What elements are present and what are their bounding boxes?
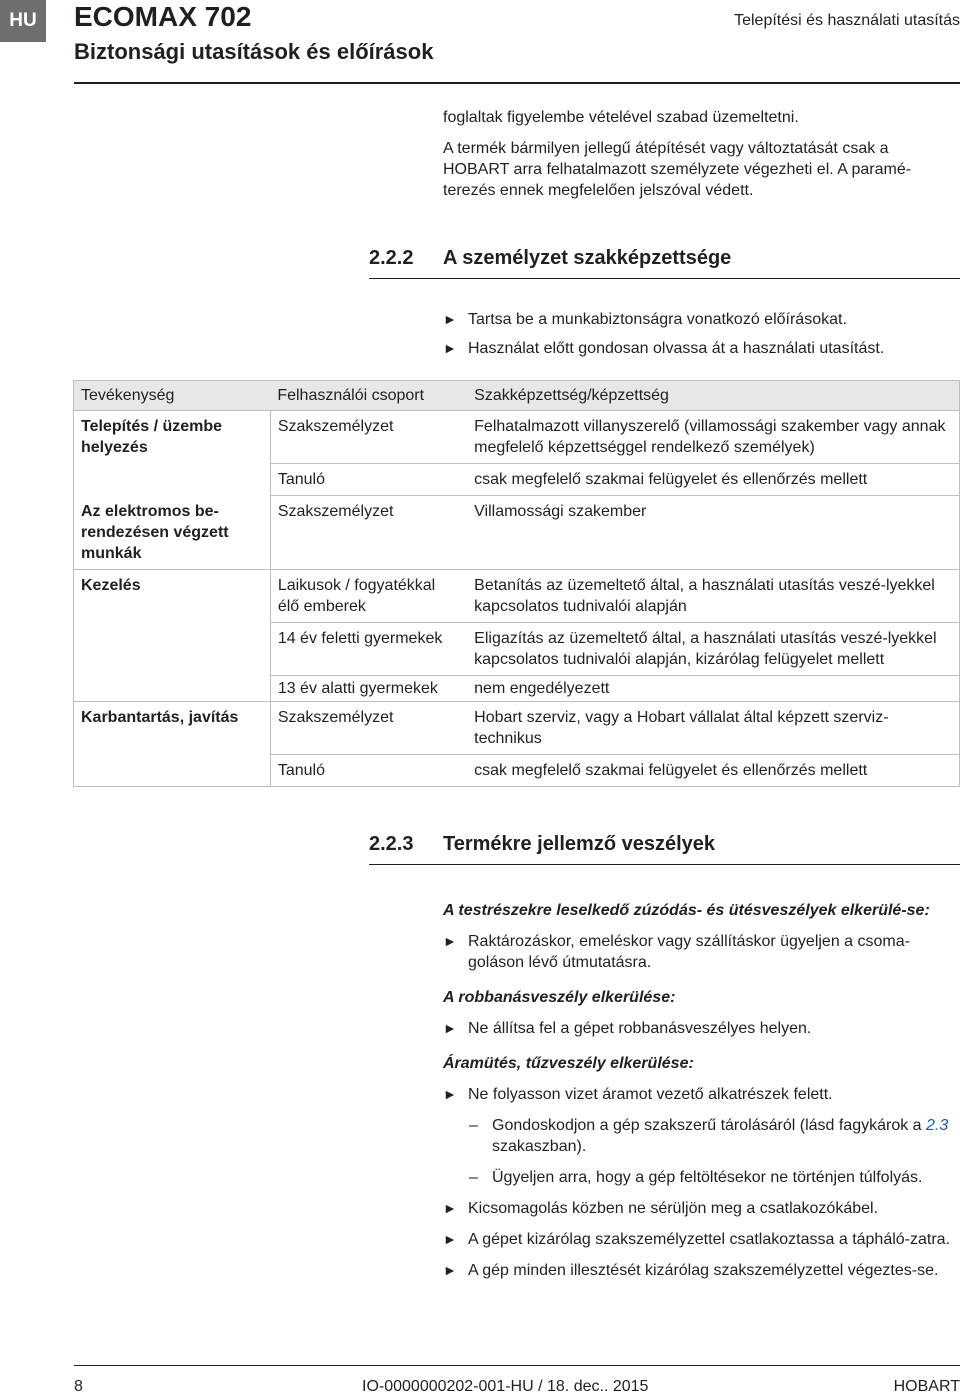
section-rule (369, 278, 960, 279)
qualification-cell: nem engedélyezett (467, 675, 959, 701)
language-badge: HU (0, 0, 46, 42)
section-number: 2.2.3 (369, 833, 414, 855)
arrow-right-icon: ► (443, 1262, 457, 1278)
arrow-right-icon: ► (443, 933, 457, 949)
table-header-cell: Szakképzettség/képzettség (467, 381, 959, 411)
hazard-heading: A robbanásveszély elkerülése: (443, 989, 676, 1006)
qualification-table (73, 380, 960, 787)
bullet-list (443, 309, 960, 367)
sub-list-item: – Ügyeljen arra, hogy a gép feltöltésekor ne történjen túlfolyás. (469, 1169, 923, 1186)
group-cell: Tanuló (270, 464, 467, 496)
table-header-cell: Tevékenység (74, 381, 271, 411)
hazard-list (443, 900, 960, 1291)
sub-list-item: – Gondoskodjon a gép szakszerű tárolásáról (lásd fagykárok a 2.3 szakaszban). (469, 1117, 949, 1155)
section-link[interactable]: 2.3 (926, 1117, 949, 1134)
group-cell: Szakszemélyzet (270, 411, 467, 464)
hazard-heading: Áramütés, tűzveszély elkerülése: (443, 1055, 694, 1072)
list-item: ► Ne folyasson vizet áramot vezető alkatrészek felett. (443, 1086, 833, 1103)
table-row (74, 411, 960, 464)
arrow-right-icon: ► (443, 311, 457, 327)
arrow-right-icon: ► (443, 1231, 457, 1247)
qualification-cell: Eligazítás az üzemeltető által, a használati utasítás veszé-lyekkel kapcsolatos tudnivalói alapján, kizárólag felügyelet mellett (467, 622, 959, 675)
page-number: 8 (74, 1378, 83, 1395)
activity-cell: Karbantartás, javítás (74, 701, 271, 786)
list-item: ► A gépet kizárólag szakszemélyzettel csatlakoztassa a tápháló-zatra. (443, 1231, 951, 1248)
document-id: IO-0000000202-001-HU / 18. dec.. 2015 (362, 1378, 649, 1395)
arrow-right-icon: ► (443, 340, 457, 356)
qualification-cell: Betanítás az üzemeltető által, a használati utasítás veszé-lyekkel kapcsolatos tudnivalói alapján (467, 569, 959, 622)
section-title: A személyzet szakképzettsége (443, 247, 732, 269)
document-type: Telepítési és használati utasítás (734, 12, 960, 29)
qualification-cell: Villamossági szakember (467, 496, 959, 570)
group-cell: 14 év feletti gyermekek (270, 622, 467, 675)
activity-cell: Telepítés / üzembe helyezés (74, 411, 271, 496)
section-title: Termékre jellemző veszélyek (443, 833, 716, 855)
qualification-cell: Felhatalmazott villanyszerelő (villamossági szakember vagy annak megfelelő képzettséggel rendelkező személyek) (467, 411, 959, 464)
arrow-right-icon: ► (443, 1086, 457, 1102)
list-item: ► A gép minden illesztését kizárólag szakszemélyzettel végeztes-se. (443, 1262, 939, 1279)
section-number: 2.2.2 (369, 247, 414, 269)
brand-name: HOBART (893, 1378, 960, 1395)
qualification-cell: Hobart szerviz, vagy a Hobart vállalat által képzett szerviz-technikus (467, 701, 959, 754)
intro-paragraph: A termék bármilyen jellegű átépítését vagy változtatását csak a HOBART arra felhatalmazott személyzete végezheti el. A paramé-terezés ennek megfelelően jelszóval védett. (443, 140, 912, 199)
section-rule (369, 864, 960, 865)
document-title: ECOMAX 702 (74, 1, 252, 32)
list-item: ► Raktározáskor, emeléskor vagy szállításkor ügyeljen a csoma-goláson lévő útmutatásra. (443, 933, 910, 971)
activity-cell: Kezelés (74, 569, 271, 701)
activity-cell: Az elektromos be-rendezésen végzett munkák (74, 496, 271, 570)
group-cell: Laikusok / fogyatékkal élő emberek (270, 569, 467, 622)
qualification-cell: csak megfelelő szakmai felügyelet és ellenőrzés mellett (467, 464, 959, 496)
group-cell: Szakszemélyzet (270, 496, 467, 570)
footer-rule (74, 1365, 960, 1366)
table-header-row (74, 381, 960, 411)
hazard-heading: A testrészekre leselkedő zúzódás- és ütésveszélyek elkerülé-se: (443, 902, 930, 919)
list-item: ► Ne állítsa fel a gépet robbanásveszélyes helyen. (443, 1020, 812, 1037)
list-item: ► Kicsomagolás közben ne sérüljön meg a csatlakozókábel. (443, 1200, 879, 1217)
group-cell: 13 év alatti gyermekek (270, 675, 467, 701)
table-row (74, 569, 960, 622)
dash-icon: – (469, 1117, 478, 1134)
qualification-cell: csak megfelelő szakmai felügyelet és ellenőrzés mellett (467, 754, 959, 786)
group-cell: Tanuló (270, 754, 467, 786)
intro-paragraph: foglaltak figyelembe vételével szabad üzemeltetni. (443, 109, 799, 126)
arrow-right-icon: ► (443, 1020, 457, 1036)
dash-icon: – (469, 1169, 478, 1186)
group-cell: Szakszemélyzet (270, 701, 467, 754)
table-row (74, 496, 960, 570)
table-header-cell: Felhasználói csoport (270, 381, 467, 411)
arrow-right-icon: ► (443, 1200, 457, 1216)
table-row (74, 701, 960, 754)
header-rule (74, 82, 960, 84)
document-subtitle: Biztonsági utasítások és előírások (74, 39, 434, 64)
intro-text (443, 107, 943, 211)
list-item: ► Használat előtt gondosan olvassa át a használati utasítást. (443, 340, 885, 357)
list-item: ► Tartsa be a munkabiztonságra vonatkozó előírásokat. (443, 311, 847, 328)
